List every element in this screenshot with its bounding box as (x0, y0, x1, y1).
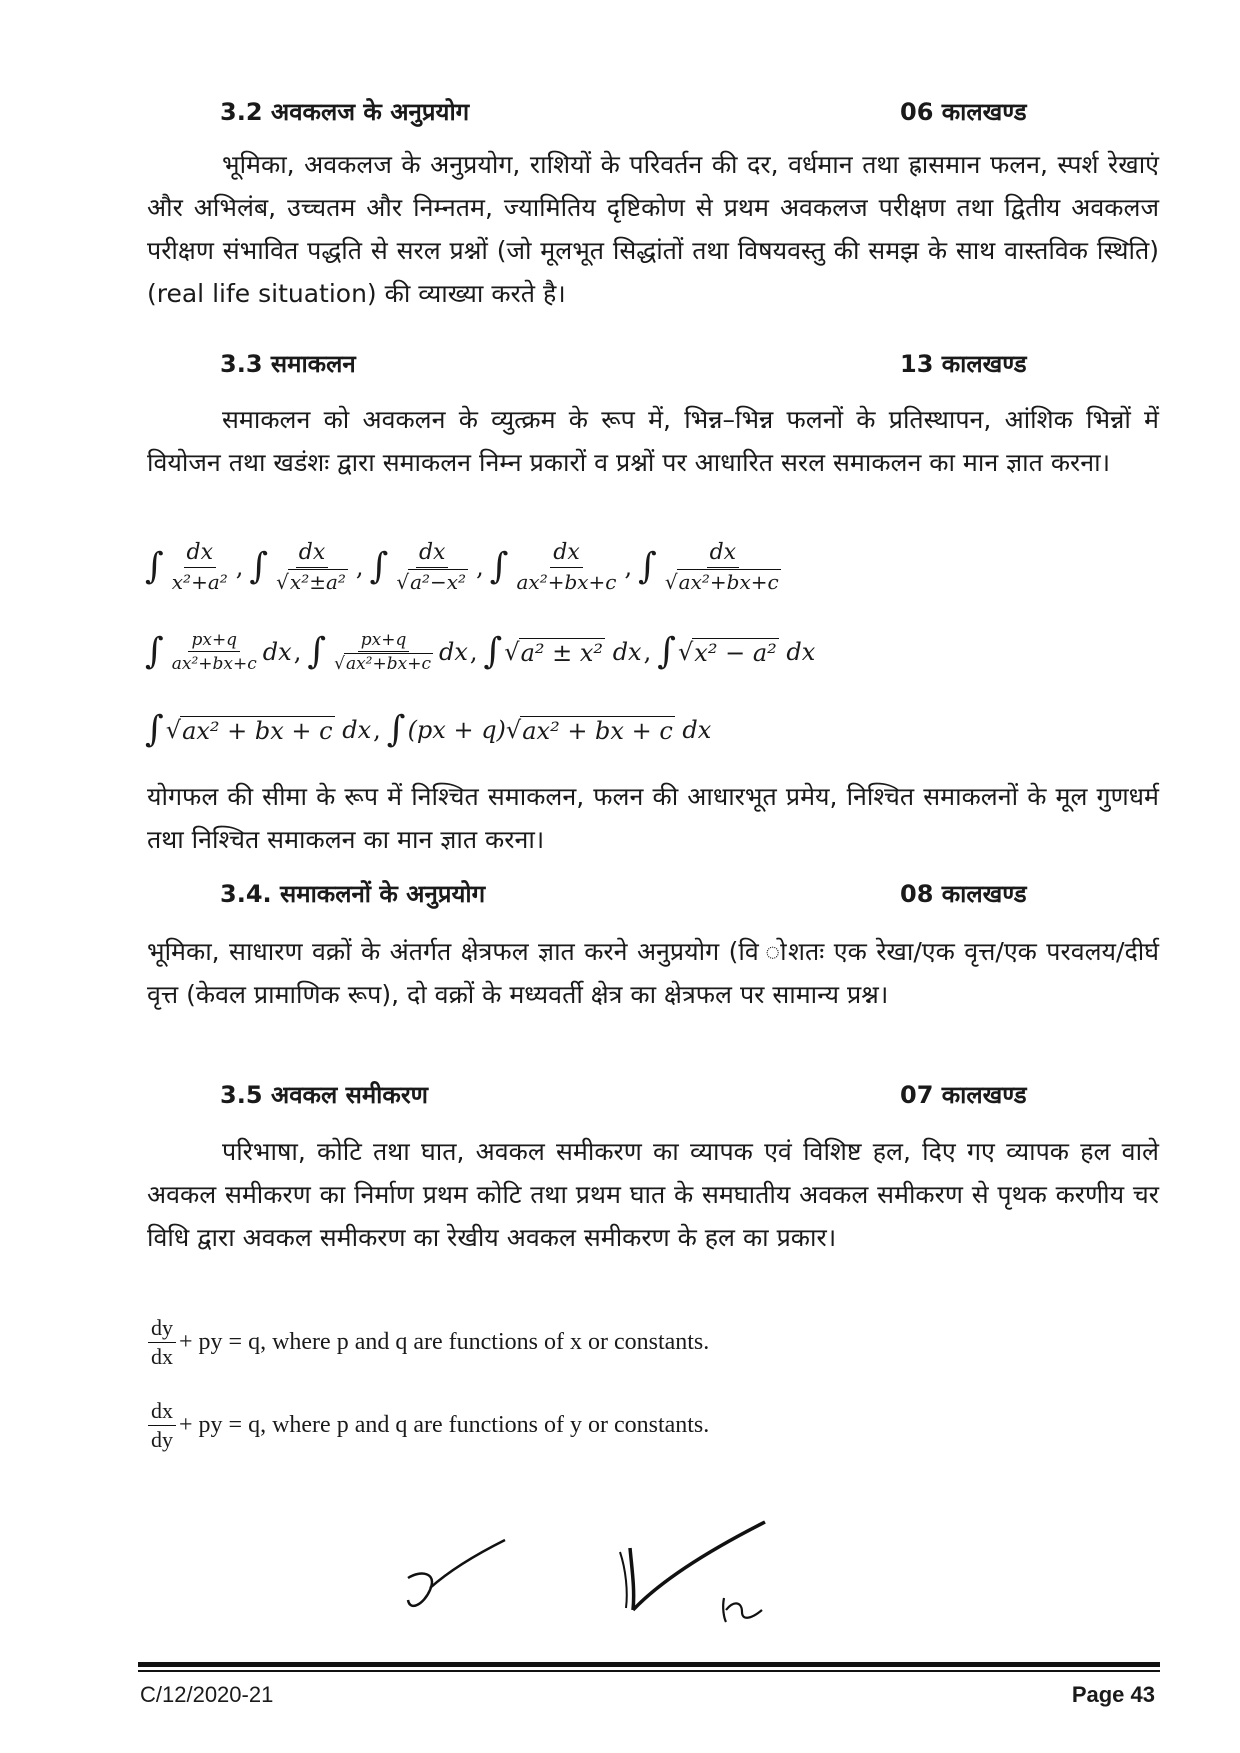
fraction: $\frac{dx}{dy}$ (148, 1398, 176, 1452)
section-title: 3.2 अवकलज के अनुप्रयोग (220, 98, 470, 126)
paragraph-differential-equations: परिभाषा, कोटि तथा घात, अवकल समीकरण का व्यापक एवं विशिष्ट हल, दिए गए व्यापक हल वाले अवकल समीकरण का निर्माण प्रथम कोटि तथा प्रथम घात के समघातीय अवकल समीकरण से पृथक करणीय चर विधि द्वारा अवकल समीकरण का रेखीय अवकल समीकरण के हल का प्रकार। (147, 1137, 1159, 1252)
paragraph-definite-integrals: योगफल की सीमा के रूप में निश्चित समाकलन, फलन की आधारभूत प्रमेय, निश्चित समाकलनों के मूल गुणधर्म तथा निश्चित समाकलन का मान ज्ञात करना। (147, 782, 1159, 854)
integral-sign: ∫ (657, 631, 676, 672)
page-number: Page 43 (1071, 1682, 1155, 1707)
fraction: $\frac{dx}{\text{√ax²+bx+c}}$ (664, 540, 779, 594)
fraction: $\frac{dx}{\text{ax²+bx+c}}$ (516, 540, 617, 594)
paragraph-applications-of-derivatives: भूमिका, अवकलज के अनुप्रयोग, राशियों के परिवर्तन की दर, वर्धमान तथा ह्रासमान फलन, स्पर्श रेखाएं और अभिलंब, उच्चतम और निम्नतम, ज्यामितिय दृष्टिकोण से प्रथम अवकलज परीक्षण तथा द्वितीय अवकलज परीक्षण संभावित पद्धति से सरल प्रश्नों (जो मूलभूत सिद्धांतों तथा विषयवस्तु की समझ के साथ वास्तविक स्थिति) (real life situation) की व्याख्या करते है। (147, 150, 1159, 308)
section-title: 3.3 समाकलन (220, 350, 356, 378)
fraction: $\frac{dx}{\text{√a²−x²}}$ (396, 540, 467, 594)
fraction: $\frac{px+q}{\text{√ax²+bx+c}}$ (334, 630, 431, 674)
integral-sign: ∫ (483, 631, 503, 672)
integral-formulas-row-1: ∫ $\frac{dx}{\text{x²+a²}}$ , ∫ $\frac{dx}{\text{√x²±a²}}$ , ∫ $\frac{dx}{\text{√a²−x²}}$ , ∫ $\frac{dx}{\text{ax²+bx+c}}$ , ∫ $\frac{dx}{\text{√ax²+bx+c}}$ (145, 540, 787, 594)
footer-rule-thick (138, 1662, 1160, 1667)
section-heading-3-3 (220, 347, 1050, 380)
linear-equation-form-1: $\frac{dy}{dx}$ + py = q, where p and q are functions of x or constants. (145, 1315, 709, 1369)
integral-sign: ∫ (369, 546, 389, 587)
integral-sign: ∫ (386, 709, 406, 750)
integral-sign: ∫ (638, 546, 657, 587)
integral-sign: ∫ (249, 546, 269, 587)
section-hours: 13 कालखण्ड (900, 350, 1027, 378)
fraction: $\frac{dx}{\text{x²+a²}}$ (171, 540, 228, 594)
paragraph-applications-of-integrals: भूमिका, साधारण वक्रों के अंतर्गत क्षेत्रफल ज्ञात करने अनुप्रयोग (वि ोशतः एक रेखा/एक वृत्त/एक परवलय/दीर्घ वृत्त (केवल प्रामाणिक रूप), दो वक्रों के मध्यवर्ती क्षेत्र का क्षेत्रफल पर सामान्य प्रश्न। (147, 937, 1159, 1009)
footer-rule-thin (138, 1670, 1160, 1672)
section-hours: 06 कालखण्ड (900, 98, 1027, 126)
linear-equation-form-2: $\frac{dx}{dy}$ + py = q, where p and q are functions of y or constants. (145, 1398, 709, 1452)
section-title: 3.4. समाकलनों के अनुप्रयोग (220, 880, 486, 908)
integral-formulas-row-2: ∫ $\frac{px+q}{\text{ax²+bx+c}}$ dx , ∫ $\frac{px+q}{\text{√ax²+bx+c}}$ dx , ∫ √ a² ± x² dx , ∫ √ x² − a² dx (145, 630, 816, 674)
fraction: $\frac{dy}{dx}$ (148, 1315, 176, 1369)
integral-sign: ∫ (307, 631, 327, 672)
handwritten-signatures (390, 1500, 810, 1630)
section-title: 3.5 अवकल समीकरण (220, 1081, 429, 1109)
integral-sign: ∫ (145, 546, 164, 587)
document-code: C/12/2020-21 (140, 1682, 274, 1707)
integral-sign: ∫ (145, 709, 164, 750)
fraction: $\frac{px+q}{\text{ax²+bx+c}}$ (171, 630, 257, 674)
integral-sign: ∫ (489, 546, 509, 587)
paragraph-integration: समाकलन को अवकलन के व्युत्क्रम के रूप में, भिन्न–भिन्न फलनों के प्रतिस्थापन, आंशिक भिन्नों में वियोजन तथा खडंशः द्वारा समाकलन निम्न प्रकारों व प्रश्नों पर आधारित सरल समाकलन का मान ज्ञात करना। (147, 405, 1159, 477)
integral-formulas-row-3: ∫ √ ax² + bx + c dx , ∫ (px + q) √ ax² + bx + c dx (145, 709, 712, 750)
section-hours: 08 कालखण्ड (900, 880, 1027, 908)
fraction: $\frac{dx}{\text{√x²±a²}}$ (276, 540, 346, 594)
section-heading-3-4 (220, 877, 1050, 910)
section-heading-3-5 (220, 1078, 1050, 1111)
section-heading-3-2 (220, 95, 1050, 128)
integral-sign: ∫ (145, 631, 164, 672)
section-hours: 07 कालखण्ड (900, 1081, 1027, 1109)
